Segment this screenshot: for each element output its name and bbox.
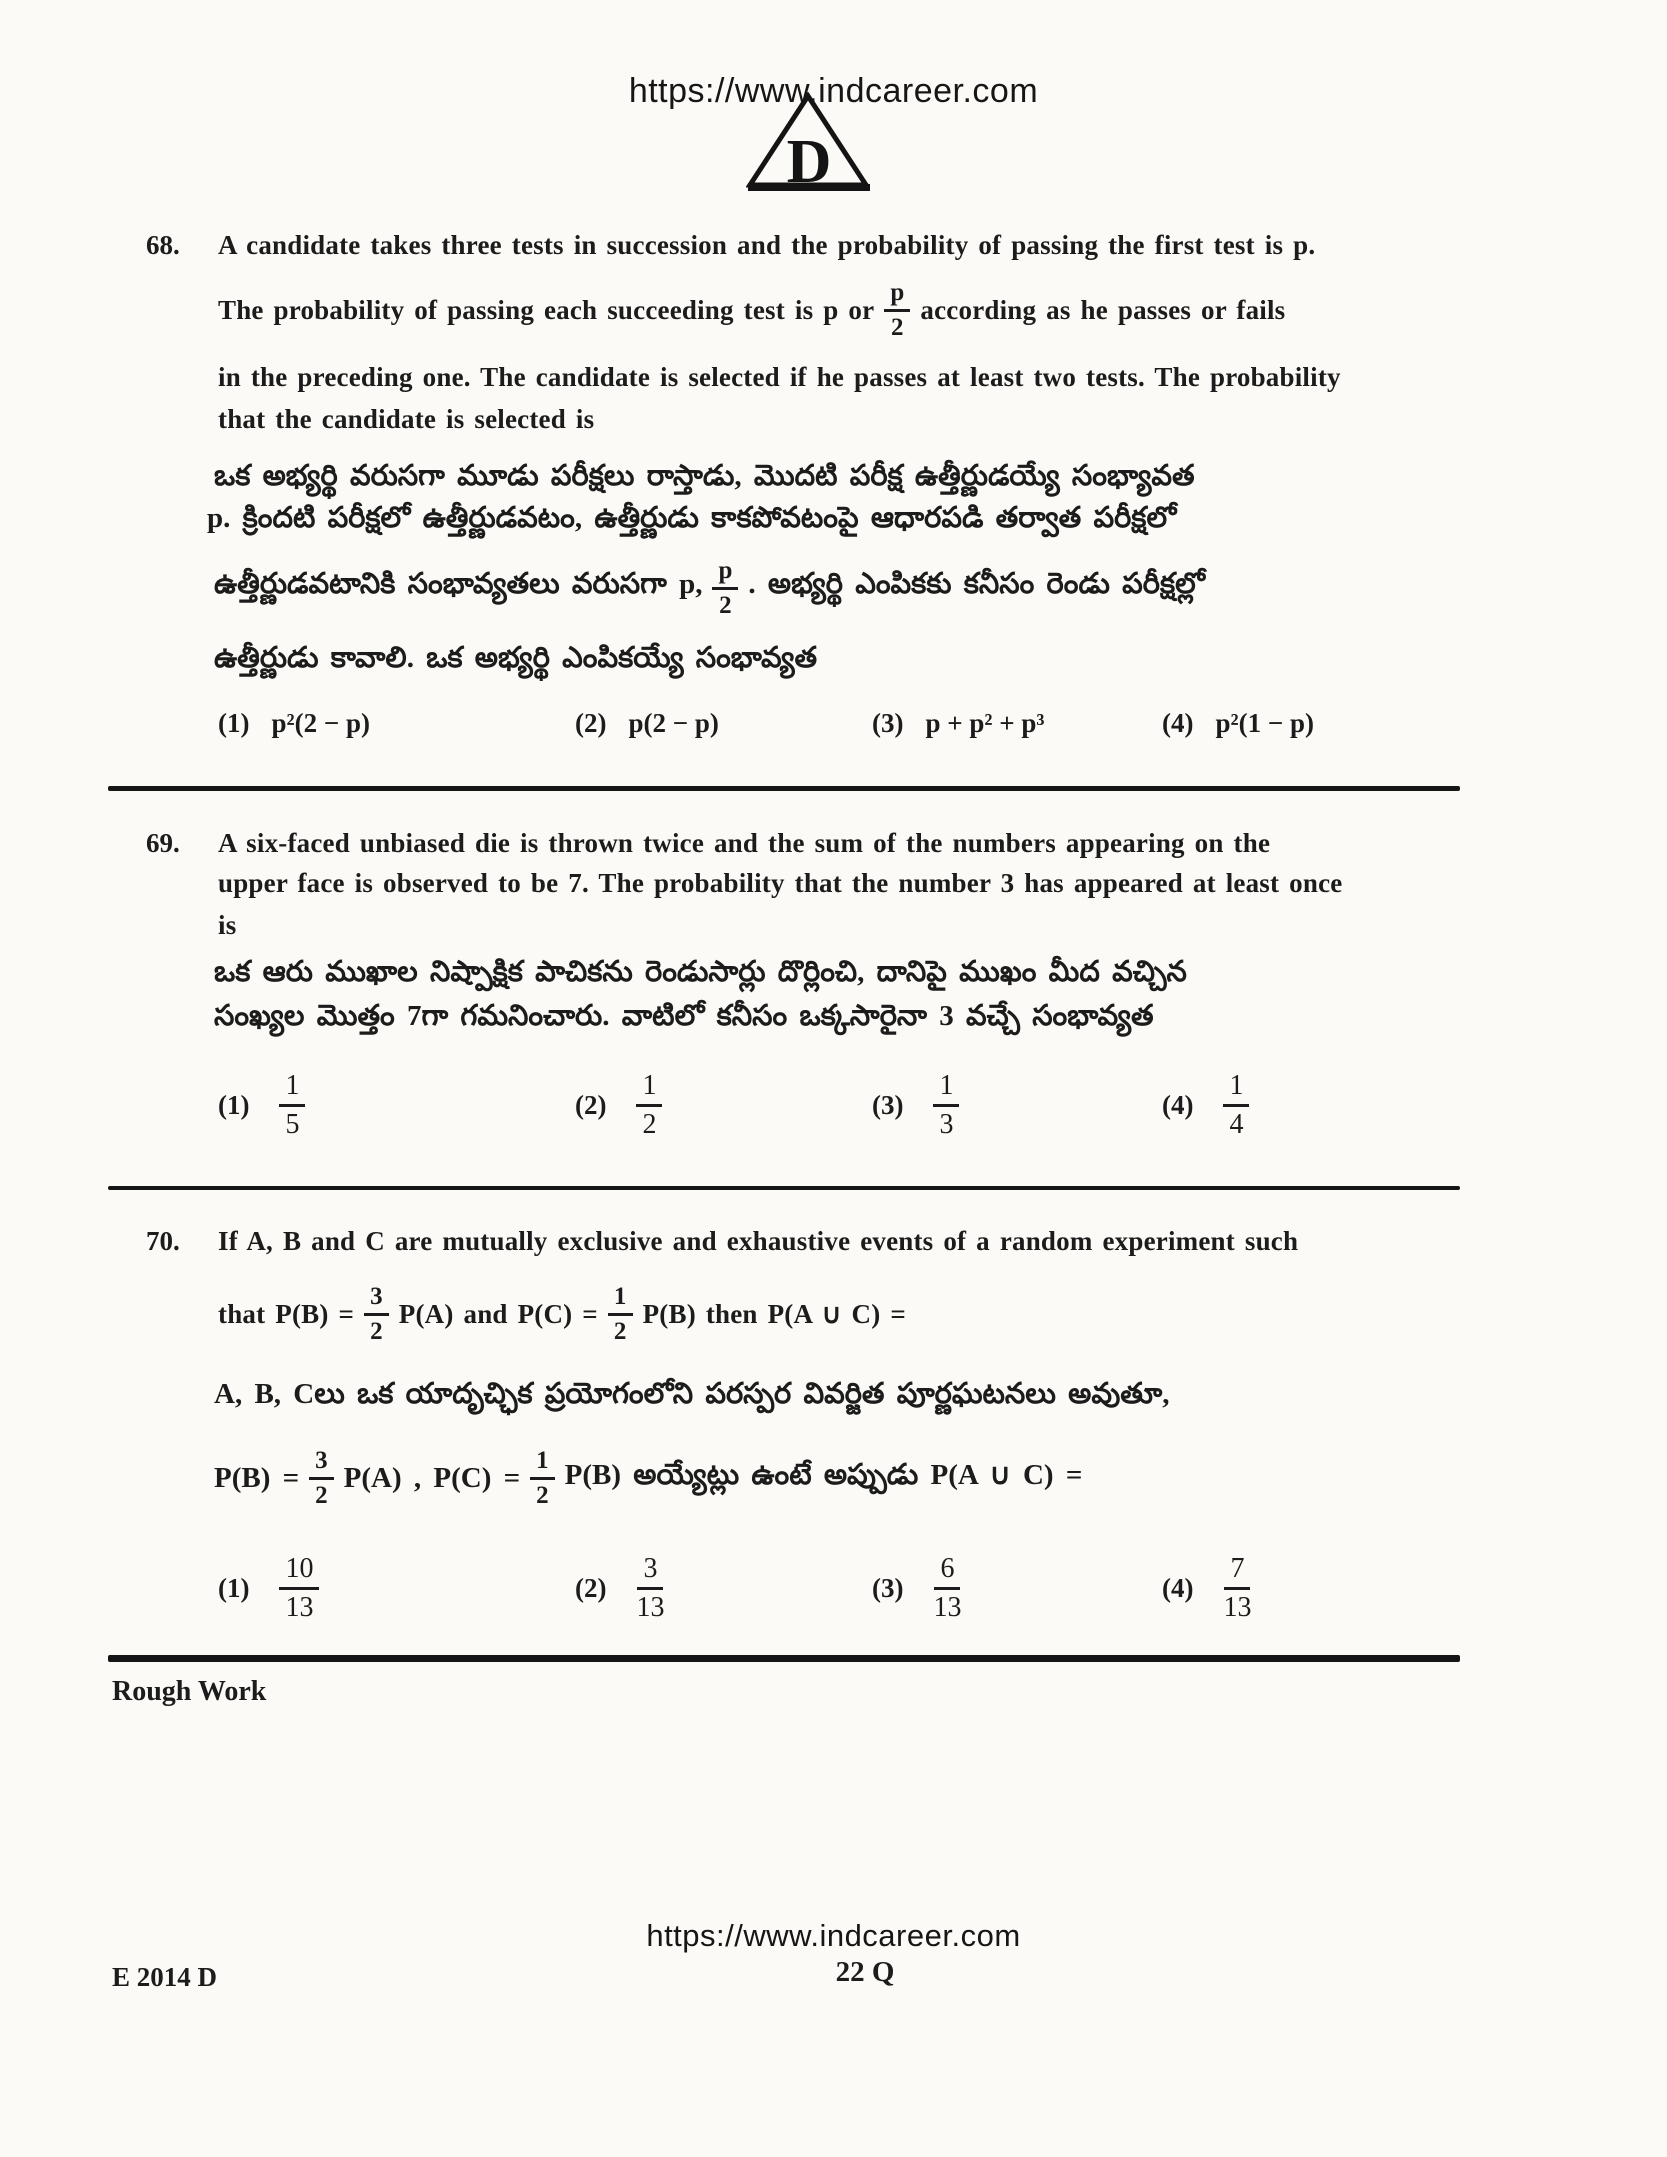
- fraction-denominator: 4: [1229, 1108, 1244, 1140]
- option-fraction: [1223, 1070, 1249, 1140]
- fraction-numerator: 1: [530, 1447, 555, 1480]
- q70-te2-mid: P(A) , P(C) =: [343, 1461, 521, 1494]
- fraction-numerator: 1: [1223, 1070, 1249, 1106]
- fraction-3-over-2: [364, 1283, 389, 1346]
- q68-telugu-line-1: ఒక అభ్యర్థి వరుసగా మూడు పరీక్షలు రాస్తాడు, మొదటి పరీక్ష ఉత్తీర్ణుడయ్యే సంభ్యావత: [214, 460, 1195, 492]
- section-divider: [108, 786, 1460, 791]
- fraction-numerator: 3: [309, 1447, 334, 1480]
- option-fraction: [636, 1070, 662, 1140]
- q68-telugu-line-2: p. క్రిందటి పరీక్షలో ఉత్తీర్ణుడవటం, ఉత్తీర్ణుడు కాకపోవటంపై ఆధారపడి తర్వాత పరీక్షలో: [207, 502, 1177, 534]
- q70-option-2: [575, 1548, 664, 1628]
- page-number: 22 Q: [835, 1956, 895, 1988]
- fraction-denominator: 13: [285, 1591, 314, 1623]
- option-value: p + p² + p³: [925, 708, 1045, 738]
- option-label: (2): [575, 1572, 607, 1603]
- fraction-numerator: 3: [364, 1283, 389, 1316]
- triangle-icon: [746, 92, 870, 194]
- q70-telugu-line-2: [214, 1436, 1082, 1520]
- booklet-series-label: E 2014 D: [112, 1962, 218, 1992]
- fraction-denominator: 2: [613, 1317, 627, 1345]
- q69-telugu-line-2: సంఖ్యల మొత్తం 7గా గమనించారు. వాటిలో కనీసం ఒక్కసారైనా 3 వచ్చే సంభావ్యత: [214, 1000, 1154, 1032]
- fraction-denominator: 13: [1223, 1591, 1252, 1623]
- option-fraction: [279, 1070, 305, 1140]
- watermark-bottom: https://www.indcareer.com: [646, 1918, 1021, 1953]
- q69-option-3: [872, 1066, 959, 1144]
- fraction-numerator: 6: [934, 1553, 960, 1589]
- fraction-numerator: 1: [608, 1283, 633, 1316]
- fraction-p-over-2: [884, 279, 910, 342]
- option-fraction: [1223, 1553, 1251, 1623]
- q68-telugu-line-3: [214, 550, 1205, 626]
- section-divider: [108, 1186, 1460, 1190]
- option-value: p²(1 − p): [1215, 708, 1314, 738]
- q68-english-line-1: A candidate takes three tests in succession and the probability of passing the first test is p.: [218, 230, 1316, 260]
- fraction-3-over-2: [309, 1447, 334, 1510]
- q68-telugu-line-4: ఉత్తీర్ణుడు కావాలి. ఒక అభ్యర్థి ఎంపికయ్యే సంభావ్యత: [214, 642, 818, 674]
- option-label: (2): [575, 1089, 607, 1120]
- q70-option-3: [872, 1548, 961, 1628]
- q70-te2-post: P(B) అయ్యేట్లు ఉంటే అప్పుడు P(A ∪ C) =: [564, 1459, 1083, 1491]
- option-label: (3): [872, 708, 904, 738]
- fraction-numerator: 7: [1224, 1553, 1250, 1589]
- q70-option-1: [218, 1548, 319, 1628]
- q68-english-line-3: in the preceding one. The candidate is selected if he passes at least two tests. The probability: [218, 362, 1341, 392]
- q70-number: 70.: [146, 1226, 180, 1256]
- fraction-numerator: 1: [636, 1070, 662, 1106]
- q69-number: 69.: [146, 828, 180, 858]
- option-label: (2): [575, 708, 607, 738]
- q70-english-line-2: [218, 1272, 906, 1356]
- q69-option-1: [218, 1066, 305, 1144]
- fraction-numerator: 10: [279, 1553, 319, 1589]
- fraction-denominator: 2: [536, 1481, 549, 1509]
- option-label: (3): [872, 1089, 904, 1120]
- fraction-denominator: 3: [939, 1108, 954, 1140]
- option-fraction: [933, 1553, 961, 1623]
- q68-en2-pre: The probability of passing each succeeding test is p or: [218, 294, 875, 325]
- q68-number: 68.: [146, 230, 180, 260]
- option-label: (1): [218, 1089, 250, 1120]
- option-fraction: [279, 1553, 319, 1623]
- fraction-denominator: 2: [719, 591, 732, 619]
- fraction-denominator: 2: [642, 1108, 657, 1140]
- q68-en2-post: according as he passes or fails: [920, 294, 1286, 325]
- q70-en2-mid: P(A) and P(C) =: [398, 1298, 598, 1329]
- fraction-numerator: p: [884, 279, 910, 312]
- q68-te3-post: . అభ్యర్థి ఎంపికకు కనీసం రెండు పరీక్షల్లో: [748, 568, 1205, 600]
- q68-english-line-2: [218, 272, 1285, 348]
- q70-en2-post: P(B) then P(A ∪ C) =: [642, 1298, 906, 1329]
- q68-option-4: [1162, 708, 1314, 739]
- fraction-1-over-2: [608, 1283, 633, 1346]
- booklet-code-logo: [746, 92, 870, 194]
- option-label: (1): [218, 708, 250, 738]
- fraction-numerator: 1: [279, 1070, 305, 1106]
- option-label: (4): [1162, 708, 1194, 738]
- option-label: (4): [1162, 1572, 1194, 1603]
- fraction-numerator: 1: [933, 1070, 959, 1106]
- q70-en2-pre: that P(B) =: [218, 1298, 355, 1329]
- rough-work-label: Rough Work: [112, 1676, 267, 1707]
- option-label: (4): [1162, 1089, 1194, 1120]
- fraction-numerator: 3: [637, 1553, 663, 1589]
- q70-te2-pre: P(B) =: [214, 1461, 300, 1494]
- q69-english-line-1: A six-faced unbiased die is thrown twice and the sum of the numbers appearing on the: [218, 828, 1271, 858]
- fraction-p-over-2: [712, 557, 738, 620]
- q68-te3-pre: ఉత్తీర్ణుడవటానికి సంభావ్యతలు వరుసగా p,: [214, 568, 703, 600]
- booklet-code-letter: D: [786, 128, 832, 194]
- section-divider: [108, 1655, 1460, 1662]
- q69-english-line-3: is: [218, 910, 237, 940]
- q69-option-2: [575, 1066, 662, 1144]
- fraction-denominator: 2: [891, 313, 904, 341]
- q70-option-4: [1162, 1548, 1251, 1628]
- fraction-denominator: 2: [370, 1317, 383, 1345]
- option-label: (3): [872, 1572, 904, 1603]
- fraction-denominator: 13: [636, 1591, 665, 1623]
- watermark-top: https://www.indcareer.com: [628, 72, 1039, 110]
- q70-telugu-line-1: A, B, Cలు ఒక యాదృచ్ఛిక ప్రయోగంలోని పరస్పర వివర్జిత పూర్ణఘటనలు అవుతూ,: [214, 1378, 1170, 1410]
- q68-option-2: [575, 708, 719, 739]
- fraction-denominator: 13: [933, 1591, 962, 1623]
- q69-english-line-2: upper face is observed to be 7. The probability that the number 3 has appeared at least once: [218, 868, 1343, 898]
- q69-telugu-line-1: ఒక ఆరు ముఖాల నిష్పాక్షిక పాచికను రెండుసార్లు దొర్లించి, దానిపై ముఖం మీద వచ్చిన: [214, 956, 1187, 988]
- q70-english-line-1: If A, B and C are mutually exclusive and exhaustive events of a random experiment such: [218, 1226, 1299, 1256]
- option-value: p²(2 − p): [271, 708, 370, 738]
- fraction-numerator: p: [712, 557, 738, 590]
- option-fraction: [933, 1070, 959, 1140]
- fraction-denominator: 5: [285, 1108, 300, 1140]
- q69-option-4: [1162, 1066, 1249, 1144]
- option-fraction: [636, 1553, 664, 1623]
- option-label: (1): [218, 1572, 250, 1603]
- fraction-denominator: 2: [315, 1481, 328, 1509]
- fraction-1-over-2: [530, 1447, 555, 1510]
- q68-english-line-4: that the candidate is selected is: [218, 404, 595, 434]
- option-value: p(2 − p): [628, 708, 719, 738]
- q68-option-3: [872, 708, 1045, 739]
- q68-option-1: [218, 708, 370, 739]
